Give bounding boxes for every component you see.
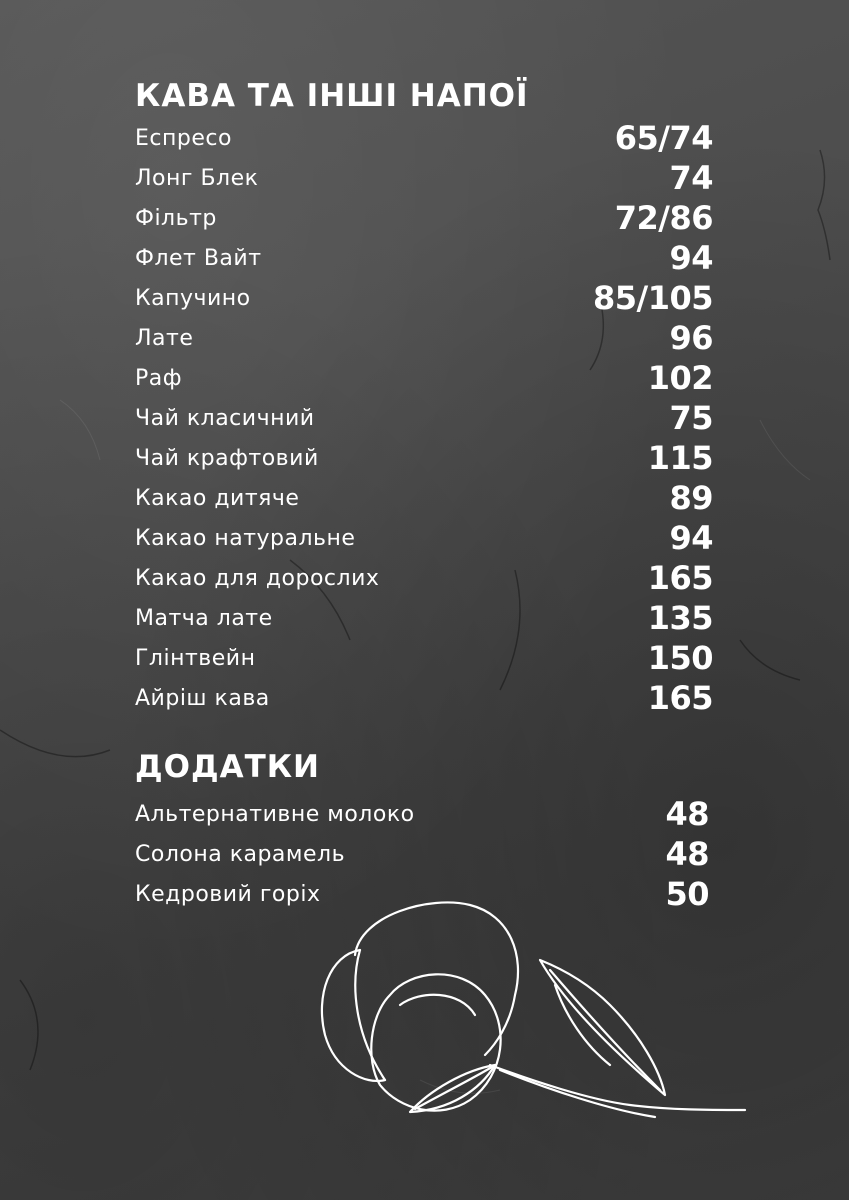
menu-item (135, 518, 713, 558)
item-name: Какао для дорослих (135, 565, 380, 591)
menu-item (135, 198, 713, 238)
menu-item (135, 318, 713, 358)
item-price: 74 (669, 159, 713, 197)
item-price: 115 (647, 439, 713, 477)
item-name: Лонг Блек (135, 165, 259, 191)
item-price: 135 (647, 599, 713, 637)
item-price: 94 (669, 239, 713, 277)
item-name: Еспресо (135, 125, 232, 151)
item-price: 48 (665, 795, 709, 833)
menu-item (135, 358, 713, 398)
menu-item (135, 398, 713, 438)
item-name: Раф (135, 365, 183, 391)
menu-item (135, 558, 713, 598)
menu-item (135, 834, 713, 874)
item-price: 96 (669, 319, 713, 357)
item-price: 165 (647, 679, 713, 717)
item-name: Солона карамель (135, 841, 346, 867)
item-price: 150 (647, 639, 713, 677)
item-price: 85/105 (592, 279, 713, 317)
item-price: 75 (669, 399, 713, 437)
menu-item (135, 278, 713, 318)
menu-item (135, 598, 713, 638)
drinks-title: КАВА ТА ІНШІ НАПОЇ (135, 78, 529, 114)
item-price: 94 (669, 519, 713, 557)
menu-item (135, 478, 713, 518)
menu-item (135, 794, 713, 834)
item-name: Флет Вайт (135, 245, 262, 271)
item-price: 48 (665, 835, 709, 873)
item-price: 72/86 (614, 199, 713, 237)
item-price: 102 (647, 359, 713, 397)
item-price: 89 (669, 479, 713, 517)
item-name: Чай класичний (135, 405, 315, 431)
drinks-list (135, 118, 713, 718)
menu-item (135, 638, 713, 678)
peach-line-art-icon (310, 895, 760, 1140)
item-name: Лате (135, 325, 194, 351)
menu-item (135, 158, 713, 198)
item-price: 50 (665, 875, 709, 913)
item-name: Глінтвейн (135, 645, 256, 671)
item-name: Фільтр (135, 205, 217, 231)
addons-section (135, 745, 713, 914)
item-price: 65/74 (614, 119, 713, 157)
menu-item (135, 118, 713, 158)
item-name: Какао натуральне (135, 525, 356, 551)
item-name: Матча лате (135, 605, 273, 631)
item-name: Айріш кава (135, 685, 270, 711)
item-price: 165 (647, 559, 713, 597)
item-name: Капучино (135, 285, 251, 311)
item-name: Альтернативне молоко (135, 801, 415, 827)
drinks-section (135, 74, 713, 718)
item-name: Кедровий горіх (135, 881, 321, 907)
addons-title: ДОДАТКИ (135, 749, 320, 785)
menu-item (135, 678, 713, 718)
menu-item (135, 238, 713, 278)
item-name: Какао дитяче (135, 485, 300, 511)
item-name: Чай крафтовий (135, 445, 319, 471)
menu-item (135, 438, 713, 478)
